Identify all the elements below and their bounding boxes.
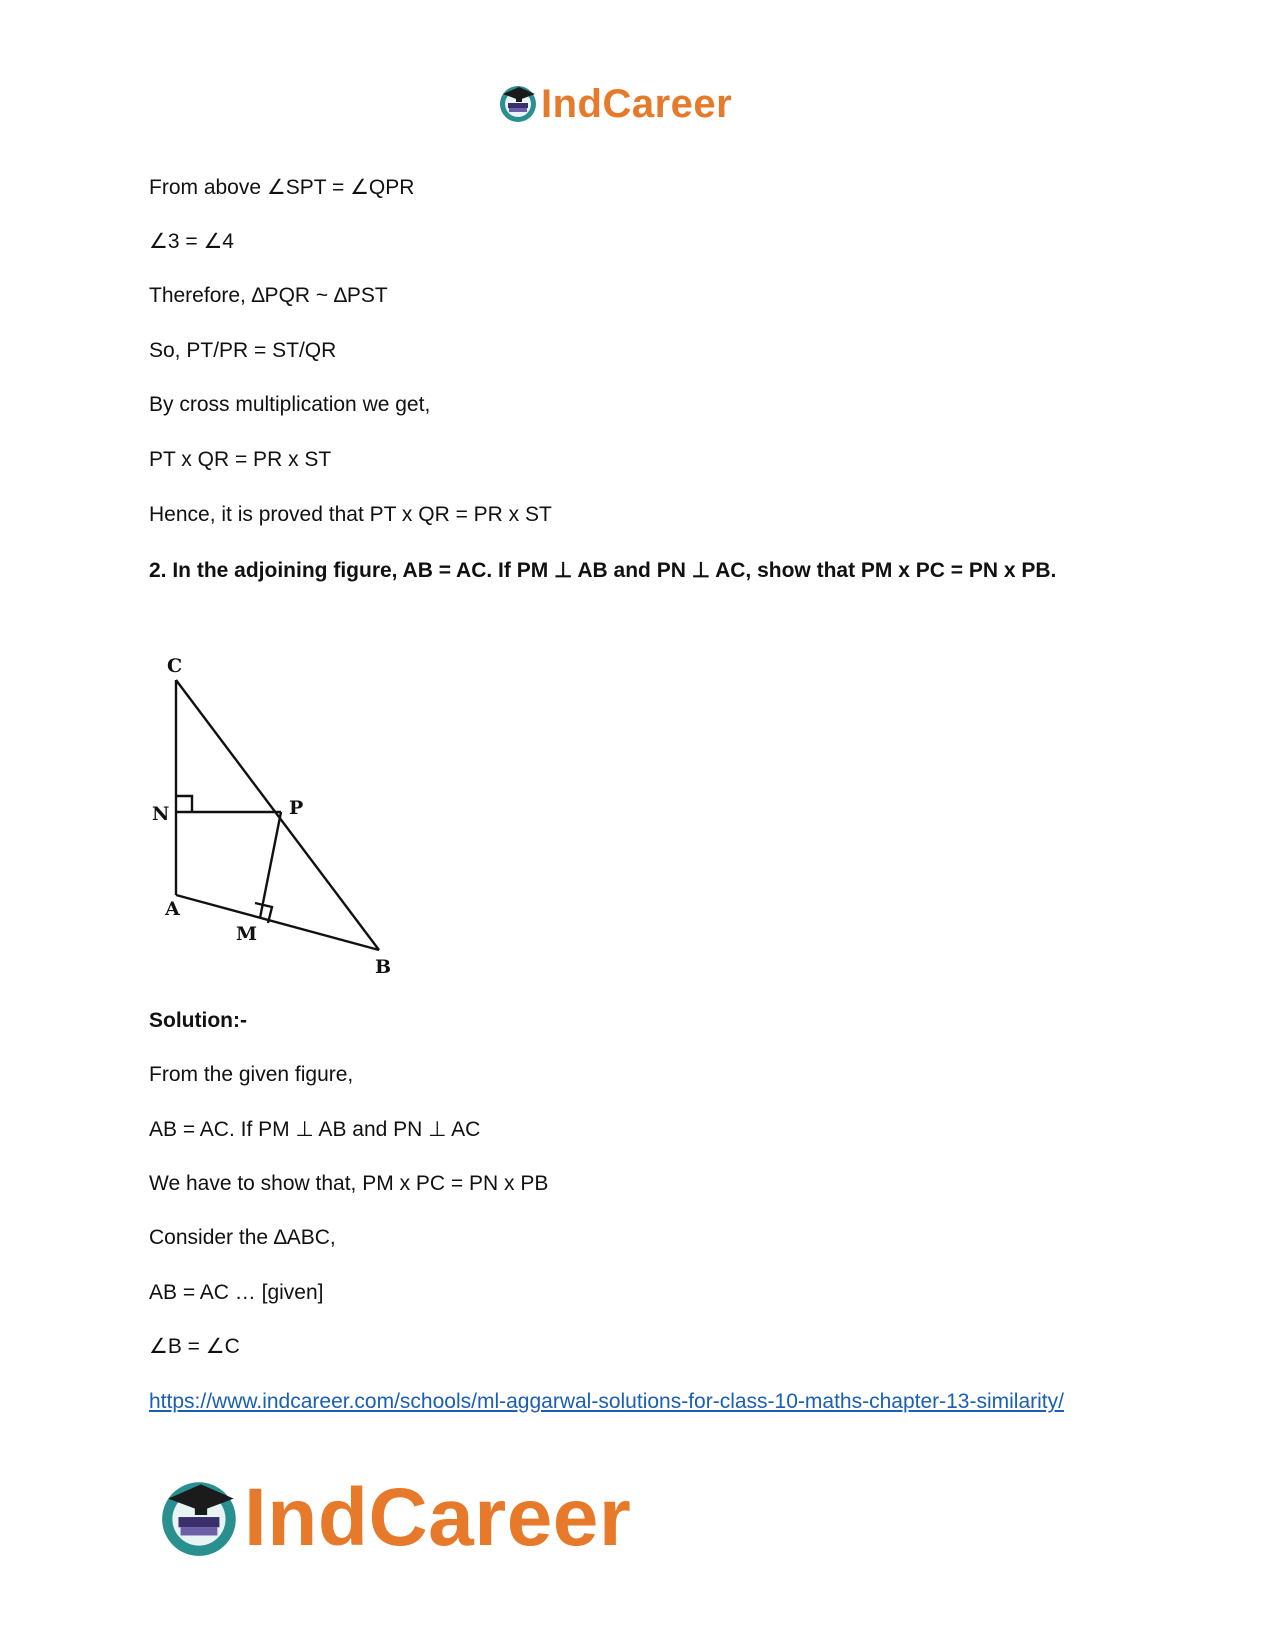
text-line: PT x QR = PR x ST <box>149 448 332 471</box>
triangle-figure <box>149 650 409 990</box>
side-ab <box>176 895 379 950</box>
label-c: C <box>167 655 183 677</box>
text-line: Consider the ∆ABC, <box>149 1226 336 1249</box>
source-link[interactable]: https://www.indcareer.com/schools/ml-aggarwal-solutions-for-class-10-maths-chapter-13-similarity/ <box>149 1390 1064 1413</box>
text-line: By cross multiplication we get, <box>149 393 431 416</box>
logo-text: IndCareer <box>244 1472 632 1563</box>
text-line: ∠3 = ∠4 <box>149 230 234 253</box>
label-n: N <box>152 803 170 825</box>
solution-heading: Solution:- <box>149 1009 247 1032</box>
text-line: Therefore, ∆PQR ~ ∆PST <box>149 284 388 307</box>
right-angle-n <box>176 796 192 812</box>
text-line: AB = AC. If PM ⊥ AB and PN ⊥ AC <box>149 1118 481 1141</box>
label-a: A <box>165 898 180 920</box>
side-cb <box>176 680 379 950</box>
question-text: 2. In the adjoining figure, AB = AC. If PM ⊥ AB and PN ⊥ AC, show that PM x PC = PN x PB. <box>149 559 1057 582</box>
logo-text: IndCareer <box>541 82 733 126</box>
label-m: M <box>236 923 258 945</box>
footer-logo <box>160 1470 700 1566</box>
text-line: From the given figure, <box>149 1063 354 1086</box>
segment-pm <box>260 812 281 918</box>
graduation-cap-logo-icon <box>499 80 539 124</box>
text-line: ∠B = ∠C <box>149 1335 240 1358</box>
graduation-cap-logo-icon <box>160 1470 242 1560</box>
text-line: AB = AC … [given] <box>149 1281 324 1304</box>
text-line: We have to show that, PM x PC = PN x PB <box>149 1172 549 1195</box>
text-line: From above ∠SPT = ∠QPR <box>149 176 415 199</box>
label-p: P <box>289 797 304 819</box>
label-b: B <box>375 956 392 978</box>
right-angle-m <box>255 903 272 923</box>
header-logo <box>499 80 769 128</box>
text-line: Hence, it is proved that PT x QR = PR x ST <box>149 503 552 526</box>
text-line: So, PT/PR = ST/QR <box>149 339 337 362</box>
